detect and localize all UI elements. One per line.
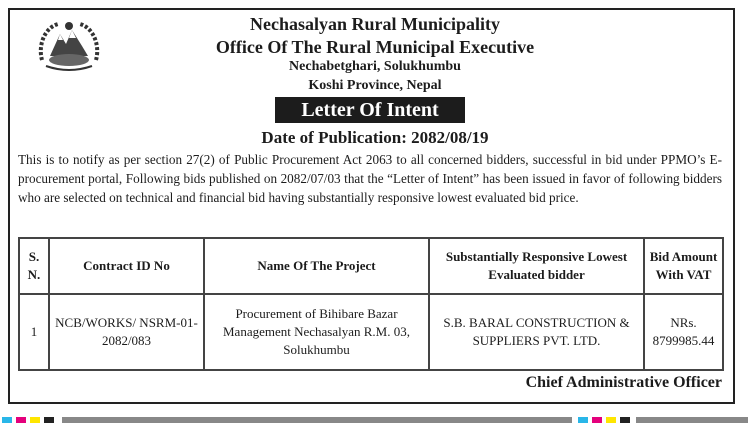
notice-body: This is to notify as per section 27(2) of Public Procurement Act 2063 to all concerned bidders, successful in bid under PPMO’s E-procurement portal, Following bids published on 2082/07/03 that the “Letter of Intent” has been issued in favor of following bidders who are selected on technical and financial bid having substantially responsive lowest evaluated bid price. xyxy=(18,152,722,205)
registration-mark-magenta xyxy=(16,417,26,423)
cell-bidder: S.B. BARAL CONSTRUCTION & SUPPLIERS PVT. LTD. xyxy=(429,294,644,370)
registration-mark-black xyxy=(44,417,54,423)
registration-bar-2 xyxy=(636,417,748,423)
header-bid-amount: Bid Amount With VAT xyxy=(644,238,723,294)
address-line-1: Nechabetghari, Solukhumbu xyxy=(289,59,461,74)
registration-mark-yellow xyxy=(30,417,40,423)
cell-project: Procurement of Bihibare Bazar Management Nechasalyan R.M. 03, Solukhumbu xyxy=(204,294,429,370)
cell-sn: 1 xyxy=(19,294,49,370)
header-project: Name Of The Project xyxy=(204,238,429,294)
registration-mark-cyan-2 xyxy=(578,417,588,423)
office-name: Office Of The Rural Municipal Executive xyxy=(215,37,535,57)
header-contract-id: Contract ID No xyxy=(49,238,204,294)
publication-date: Date of Publication: 2082/08/19 xyxy=(261,128,489,147)
notice-title-banner: Letter Of Intent xyxy=(275,97,465,123)
registration-bar xyxy=(62,417,572,423)
org-name: Nechasalyan Rural Municipality xyxy=(249,14,500,34)
cell-bid-amount: NRs. 8799985.44 xyxy=(644,294,723,370)
registration-mark-magenta-2 xyxy=(592,417,602,423)
registration-mark-cyan xyxy=(2,417,12,423)
bid-table xyxy=(18,237,724,371)
header-bidder: Substantially Responsive Lowest Evaluated bidder xyxy=(429,238,644,294)
signature-title: Chief Administrative Officer xyxy=(525,374,722,391)
registration-mark-black-2 xyxy=(620,417,630,423)
header-sn: S. N. xyxy=(19,238,49,294)
table-header-row xyxy=(19,238,723,294)
registration-mark-yellow-2 xyxy=(606,417,616,423)
address-line-2: Koshi Province, Nepal xyxy=(308,78,442,93)
cell-contract-id: NCB/WORKS/ NSRM-01-2082/083 xyxy=(49,294,204,370)
table-row xyxy=(19,294,723,370)
